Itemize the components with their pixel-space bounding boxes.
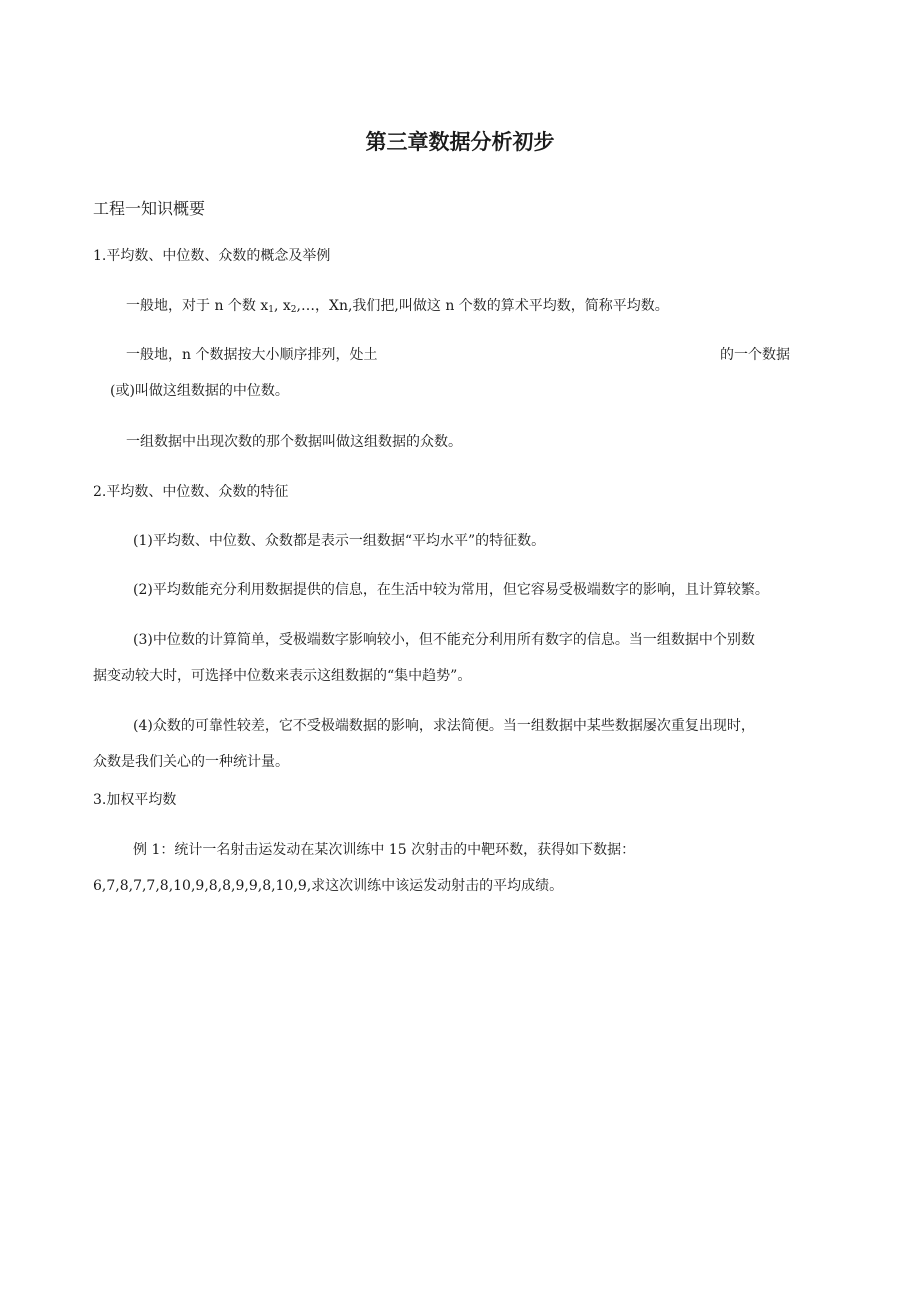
feature-item-1: (1)平均数、中位数、众数都是表示一组数据“平均水平”的特征数。: [133, 533, 546, 549]
feature-item-2: (2)平均数能充分利用数据提供的信息，在生活中较为常用，但它容易受极端数字的影响，且计算较繁。: [133, 582, 769, 598]
heading-3: 3.加权平均数: [93, 792, 177, 808]
heading-2: 2.平均数、中位数、众数的特征: [93, 484, 289, 500]
page-title: 第三章数据分析初步: [365, 130, 555, 154]
example-1-data: 6,7,8,7,7,8,10,9,8,8,9,9,8,10,9,求这次训练中该运发动射击的平均成绩。: [93, 878, 564, 894]
subscript-1: 1: [268, 305, 274, 315]
subscript-2: 2: [290, 305, 297, 315]
mean-definition: [126, 296, 669, 316]
mean-definition-part-c: ,…，Xn,我们把,叫做这 n 个数的算术平均数，简称平均数。: [296, 298, 669, 314]
median-definition-continued: (或)叫做这组数据的中位数。: [110, 383, 289, 399]
feature-item-4-continued: 众数是我们关心的一种统计量。: [93, 754, 289, 770]
section-title: 工程一知识概要: [93, 199, 206, 218]
mean-definition-part-b: , x: [274, 298, 291, 314]
median-definition-left: 一般地，n 个数据按大小顺序排列，处土: [126, 347, 378, 363]
median-definition-right: 的一个数据: [720, 347, 790, 363]
feature-item-3: (3)中位数的计算简单，受极端数字影响较小，但不能充分利用所有数字的信息。当一组数据中个别数: [133, 632, 755, 648]
example-1: 例 1：统计一名射击运发动在某次训练中 15 次射击的中靶环数，获得如下数据：: [133, 842, 636, 858]
feature-item-3-continued: 据变动较大时，可选择中位数来表示这组数据的“集中趋势”。: [93, 668, 472, 684]
mean-definition-part-a: 一般地，对于 n 个数 x: [126, 298, 269, 314]
heading-1: 1.平均数、中位数、众数的概念及举例: [93, 248, 331, 264]
feature-item-4: (4)众数的可靠性较差，它不受极端数据的影响，求法简便。当一组数据中某些数据屡次重复出现时，: [133, 718, 755, 734]
mode-definition: 一组数据中出现次数的那个数据叫做这组数据的众数。: [126, 434, 462, 450]
